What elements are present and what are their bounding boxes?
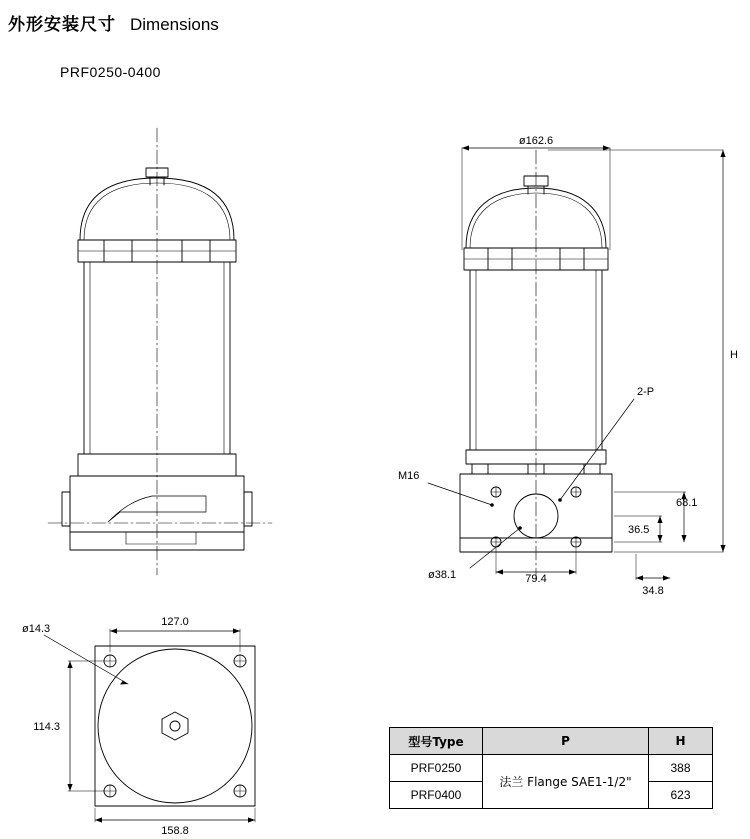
header-p: P [483, 728, 649, 755]
dim-top-diameter: ø162.6 [518, 135, 554, 147]
bottom-view-group [44, 628, 255, 822]
dim-36-5: 36.5 [628, 524, 650, 536]
dim-79-4: 79.4 [525, 573, 547, 585]
side-view-group [428, 145, 726, 580]
header-type: 型号Type [390, 728, 483, 755]
callout-m16: M16 [398, 470, 420, 482]
page-title-cn: 外形安装尺寸 [8, 15, 116, 35]
page-title-en: Dimensions [130, 15, 219, 34]
header-h: H [649, 728, 713, 755]
front-view-group [48, 128, 272, 575]
cell-h-0: 388 [649, 755, 713, 782]
cell-p-merged: 法兰 Flange SAE1-1/2" [483, 755, 649, 809]
dim-overall-height: H [730, 349, 738, 361]
spec-table [389, 727, 713, 809]
dim-bolt-circle-height: 114.3 [33, 721, 60, 733]
table-row [390, 755, 713, 782]
dim-hole-diameter: ø14.3 [22, 623, 51, 635]
dim-bolt-circle-width: 127.0 [161, 616, 189, 628]
dim-plate-width: 158.8 [161, 825, 189, 837]
dim-port-diameter: ø38.1 [428, 569, 457, 581]
dim-68-1: 68.1 [676, 497, 698, 509]
cell-type-1: PRF0400 [390, 782, 483, 809]
dim-34-8: 34.8 [642, 585, 664, 597]
table-header-row [390, 728, 713, 755]
model-range-label: PRF0250-0400 [60, 64, 161, 80]
callout-2p: 2-P [637, 386, 655, 398]
cell-type-0: PRF0250 [390, 755, 483, 782]
cell-h-1: 623 [649, 782, 713, 809]
